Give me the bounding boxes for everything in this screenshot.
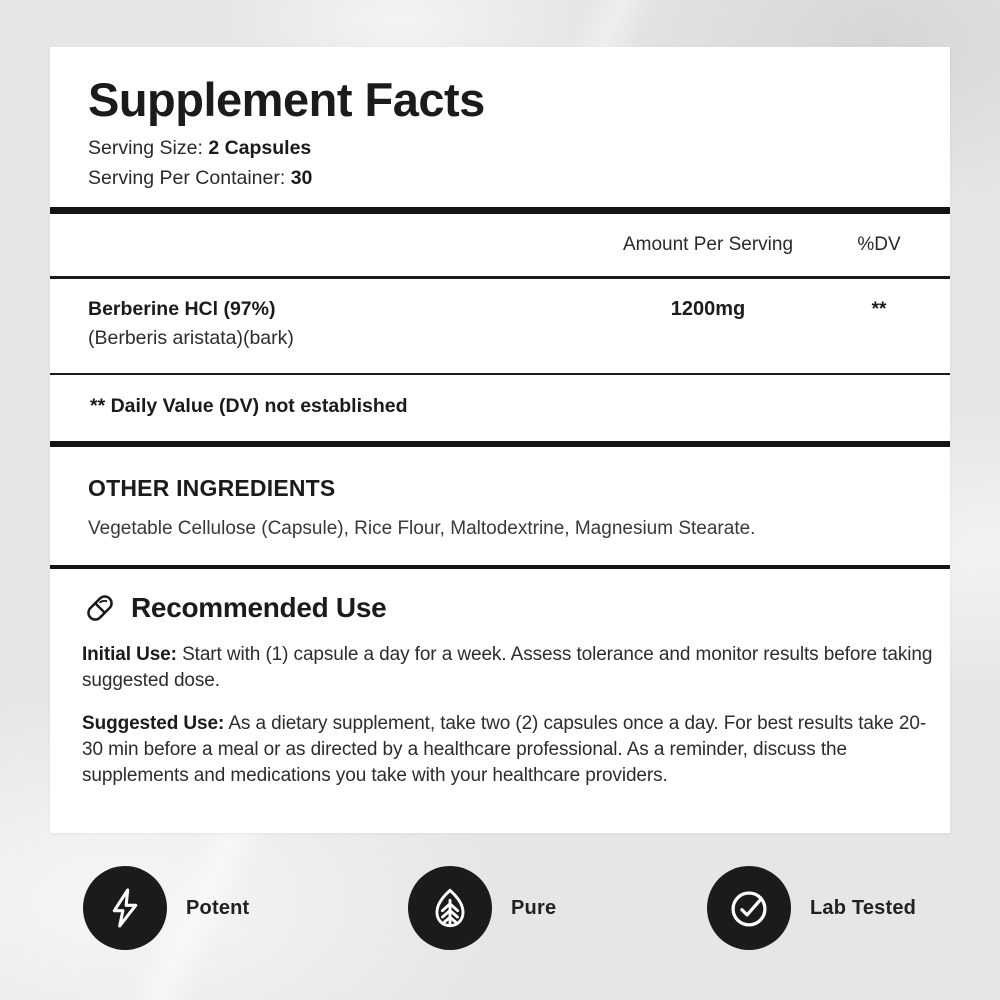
amount-per-serving-header: Amount Per Serving: [622, 234, 794, 255]
pill-icon: [82, 590, 118, 626]
ingredient-source: (Berberis aristata)(bark): [88, 326, 294, 349]
facts-table-header: [50, 214, 950, 276]
serving-size-label: Serving Size:: [88, 137, 209, 159]
other-ingredients-heading: OTHER INGREDIENTS: [88, 475, 336, 501]
badge-lab-tested: [707, 866, 916, 950]
other-ingredients-list: Vegetable Cellulose (Capsule), Rice Flour, Maltodextrine, Magnesium Stearate.: [88, 518, 756, 539]
serving-size-value: 2 Capsules: [208, 137, 312, 159]
daily-value-footnote: ** Daily Value (DV) not established: [90, 395, 408, 417]
badge-potent-label: Potent: [186, 896, 250, 919]
suggested-use-label: Suggested Use:: [82, 713, 225, 734]
divider-thick-middle: [50, 441, 950, 447]
badge-potent: [83, 866, 249, 950]
dv-header: %DV: [857, 234, 901, 255]
serving-per-container-line: [88, 163, 912, 193]
table-row: [50, 279, 950, 373]
badge-pure-label: Pure: [511, 896, 557, 919]
serving-per-container-label: Serving Per Container:: [88, 167, 291, 189]
leaf-icon: [408, 866, 492, 950]
ingredient-dv: **: [871, 298, 887, 320]
initial-use-label: Initial Use:: [82, 644, 177, 665]
initial-use-text: Start with (1) capsule a day for a week. Assess tolerance and monitor results before taking suggested dose.: [82, 644, 933, 691]
badge-lab-tested-label: Lab Tested: [810, 896, 917, 919]
badge-pure: [408, 866, 556, 950]
ingredient-amount: 1200mg: [670, 297, 746, 320]
suggested-use-text: As a dietary supplement, take two (2) capsules once a day. For best results take 20-30 min before a meal or as directed by a healthcare professional. As a reminder, discuss the supplements and medications you take with your healthcare providers.: [82, 713, 927, 786]
ingredient-name: Berberine HCl (97%): [88, 297, 276, 320]
panel-title: Supplement Facts: [88, 73, 485, 126]
serving-per-container-value: 30: [290, 167, 313, 189]
initial-use-paragraph: [82, 642, 938, 694]
lightning-icon: [83, 866, 167, 950]
check-circle-icon: [707, 866, 791, 950]
serving-size-line: [88, 133, 912, 163]
recommended-use-section: [50, 589, 950, 789]
recommended-use-header: [82, 589, 938, 627]
ingredient-name-cell: [50, 295, 608, 353]
recommended-use-title: Recommended Use: [131, 592, 387, 623]
supplement-facts-panel: [50, 47, 950, 833]
divider-medium: [50, 565, 950, 569]
suggested-use-paragraph: [82, 711, 938, 789]
divider-thick-top: [50, 207, 950, 214]
